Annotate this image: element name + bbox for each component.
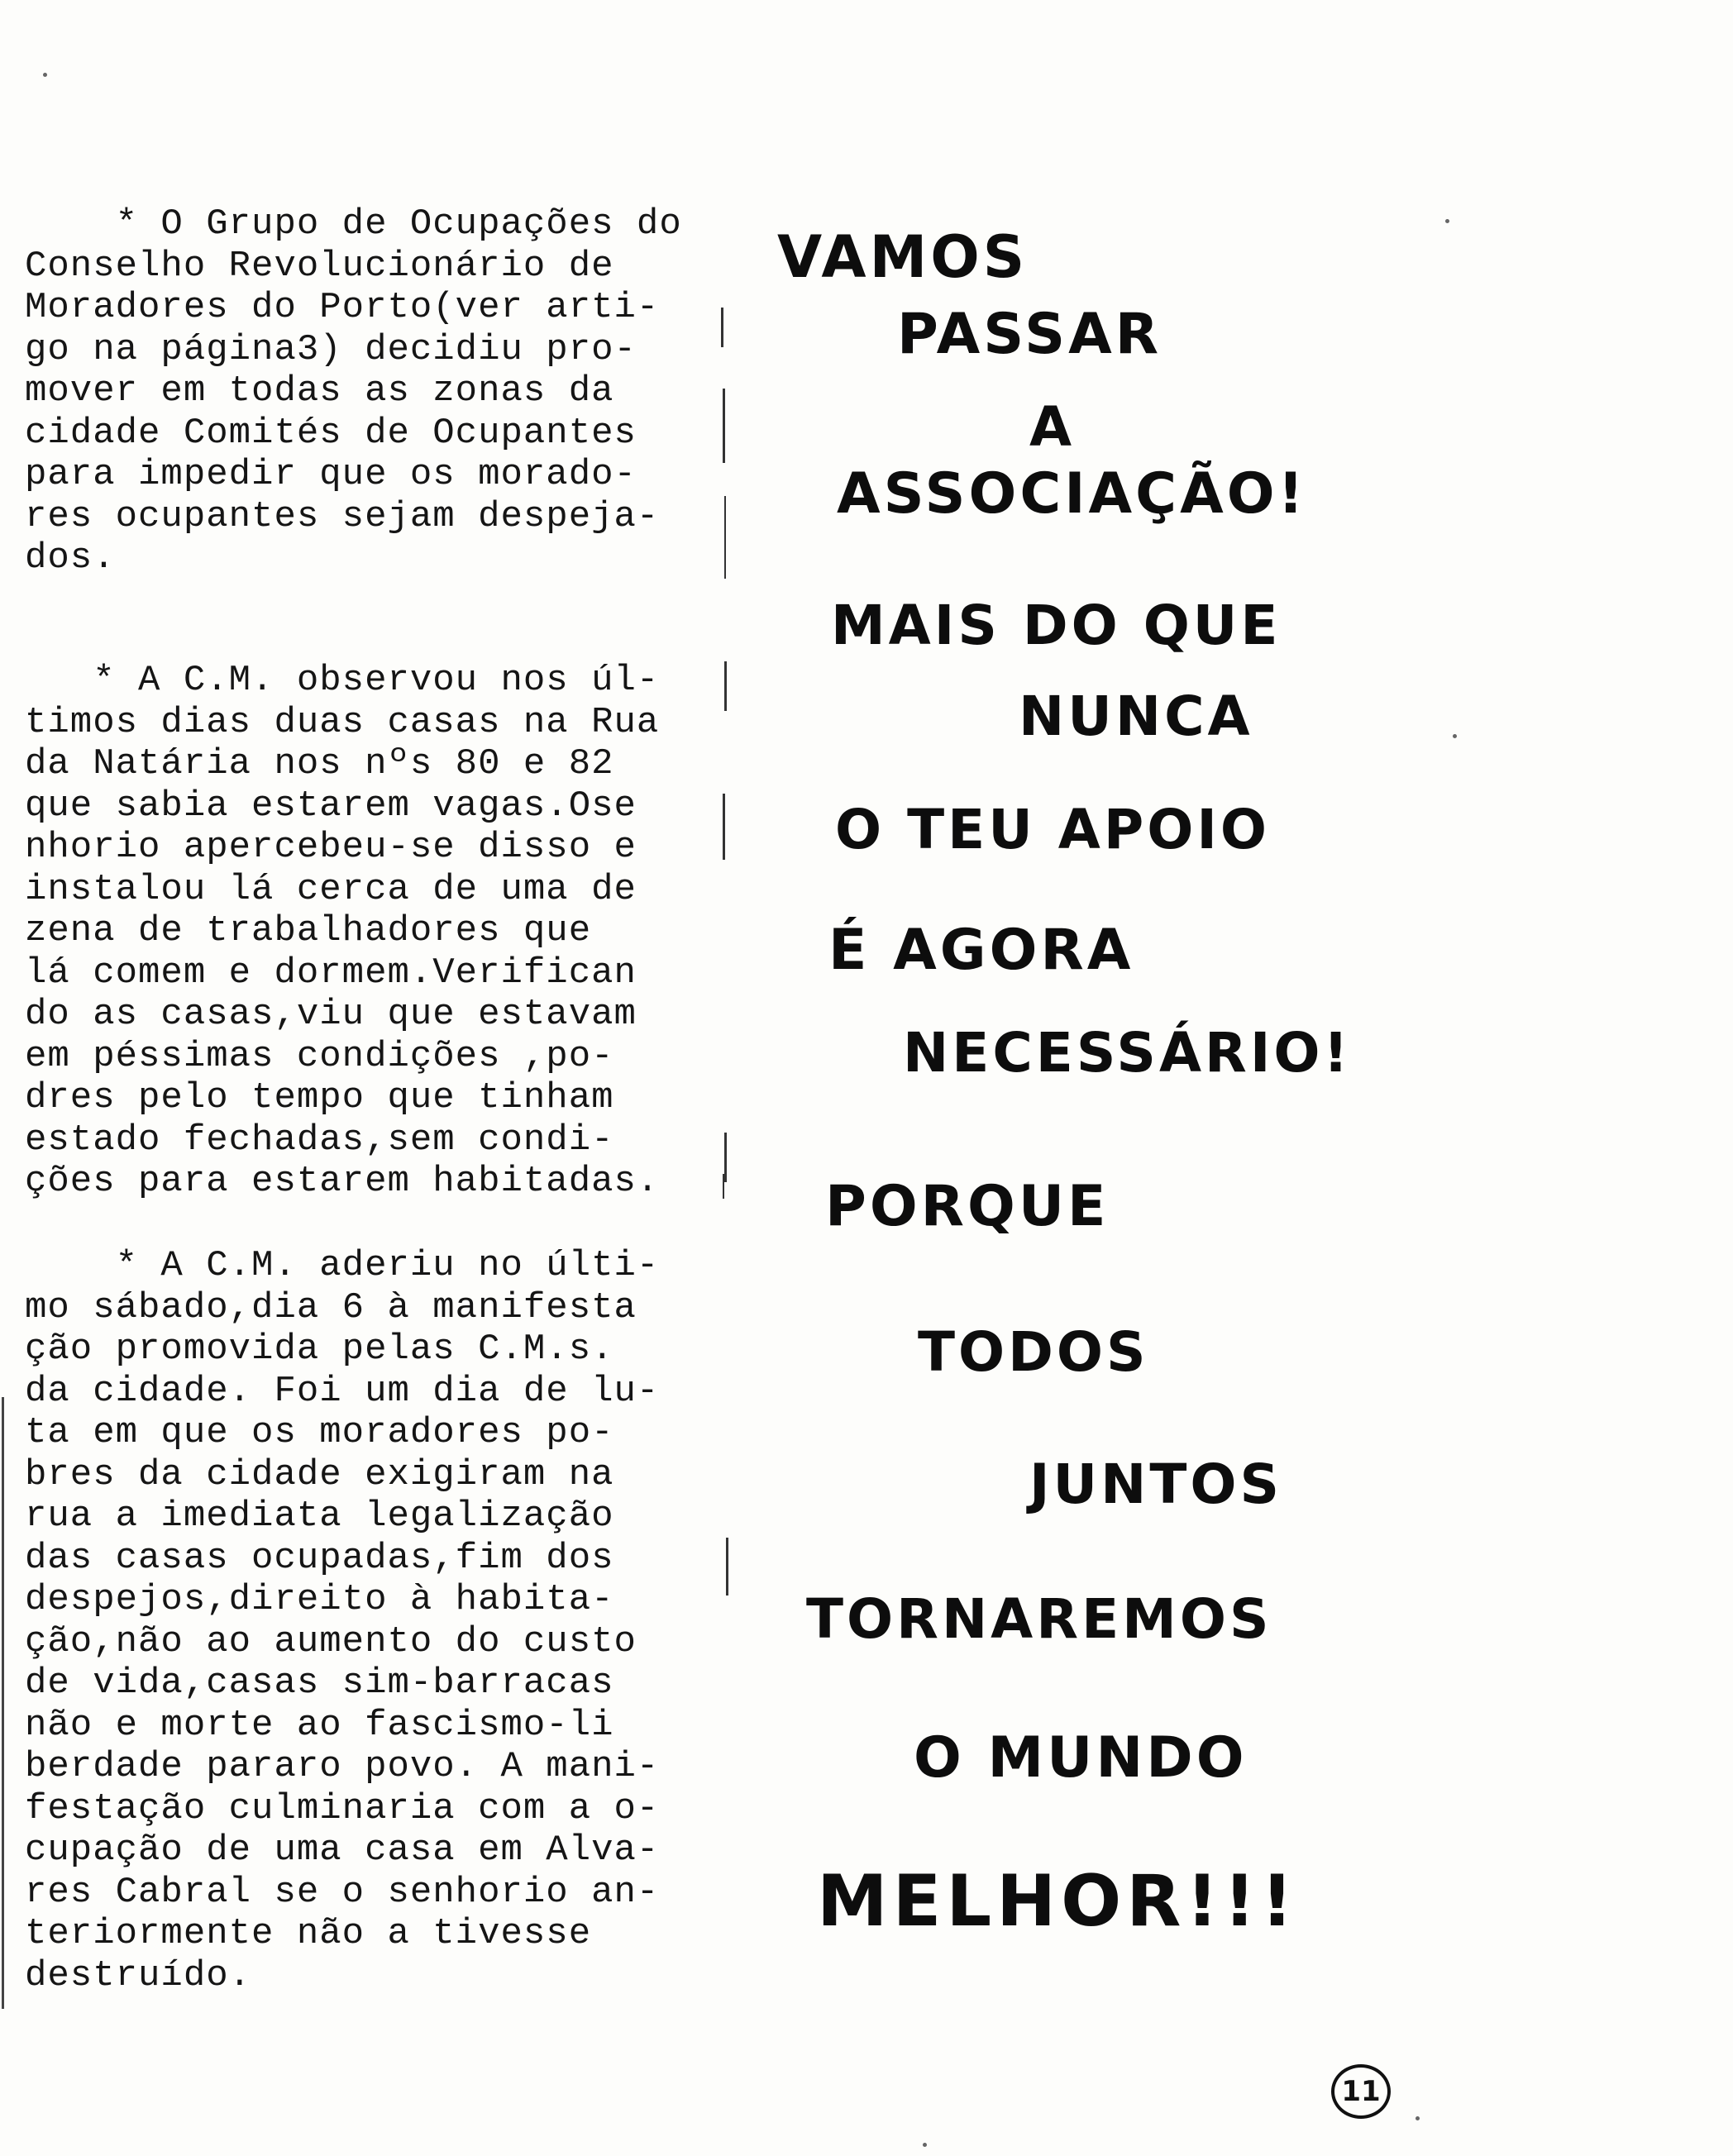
paste-edge-mark (723, 794, 725, 860)
text-line: não e morte ao fascismo-li (25, 1704, 614, 1746)
text-line: da cidade. Foi um dia de lu- (25, 1370, 660, 1412)
hand-line: NECESSÁRIO! (903, 1021, 1352, 1085)
hand-line: A (1029, 395, 1076, 459)
text-line: cupação de uma casa em Alva- (25, 1829, 660, 1871)
paste-edge-mark (721, 308, 723, 347)
hand-line: PORQUE (825, 1174, 1110, 1239)
hand-line: PASSAR (897, 302, 1162, 367)
text-line: ções para estarem habitadas. (25, 1161, 660, 1202)
text-line: * A C.M. observou nos úl- (25, 660, 660, 701)
text-line: zena de trabalhadores que (25, 910, 592, 952)
hand-line: TORNAREMOS (806, 1587, 1272, 1651)
text-line: em péssimas condições ,po- (25, 1035, 614, 1077)
paste-edge-mark (723, 1174, 724, 1199)
text-line: * O Grupo de Ocupações do (25, 203, 682, 245)
text-line: ção,não ao aumento do custo (25, 1620, 637, 1662)
text-line: berdade pararo povo. A mani- (25, 1746, 660, 1787)
hand-line: ASSOCIAÇÃO! (837, 461, 1307, 527)
paste-edge-mark (723, 389, 725, 463)
text-line: lá comem e dormem.Verifican (25, 952, 637, 994)
paragraph-rua-nataria (25, 660, 736, 1203)
scan-speck (1453, 734, 1457, 738)
scan-speck (43, 73, 47, 77)
text-line: res Cabral se o senhorio an- (25, 1871, 660, 1913)
text-line: estado fechadas,sem condi- (25, 1119, 614, 1161)
hand-line: O TEU APOIO (835, 798, 1270, 861)
text-line: go na página3) decidiu pro- (25, 328, 637, 370)
text-line: * A C.M. aderiu no últi- (25, 1245, 660, 1286)
page-number: 11 (1331, 2064, 1391, 2119)
paste-edge-mark (724, 496, 726, 579)
text-line: dos. (25, 537, 116, 579)
scan-speck (923, 2143, 927, 2147)
hand-line: MAIS DO QUE (831, 594, 1282, 657)
text-line: festação culminaria com a o- (25, 1787, 660, 1829)
text-line: Moradores do Porto(ver arti- (25, 287, 660, 328)
text-line: da Natária nos nºs 80 e 82 (25, 743, 614, 785)
paragraph-manifestacao (25, 1245, 736, 1996)
text-line: ta em que os moradores po- (25, 1412, 614, 1453)
text-line: das casas ocupadas,fim dos (25, 1537, 614, 1579)
text-line: mover em todas as zonas da (25, 370, 614, 412)
paste-edge-mark (724, 661, 727, 711)
text-line: que sabia estarem vagas.Ose (25, 785, 637, 827)
text-line: destruído. (25, 1954, 252, 1996)
text-line: despejos,direito à habita- (25, 1579, 614, 1620)
text-line: de vida,casas sim-barracas (25, 1662, 614, 1704)
hand-line: JUNTOS (1029, 1452, 1283, 1516)
text-line: ção promovida pelas C.M.s. (25, 1328, 614, 1370)
paste-edge-rule (2, 1397, 4, 2009)
text-line: res ocupantes sejam despeja- (25, 495, 660, 537)
hand-line: TODOS (918, 1320, 1149, 1384)
paragraph-ocupacoes (25, 203, 736, 580)
text-line: para impedir que os morado- (25, 454, 637, 495)
text-line: do as casas,viu que estavam (25, 994, 637, 1035)
text-line: teriormente não a tivesse (25, 1913, 592, 1954)
paste-edge-mark (724, 1133, 727, 1182)
text-line: instalou lá cerca de uma de (25, 868, 637, 910)
text-line: nhorio apercebeu-se disso e (25, 827, 637, 868)
text-line: timos dias duas casas na Rua (25, 701, 660, 743)
text-line: dres pelo tempo que tinham (25, 1077, 614, 1119)
text-line: mo sábado,dia 6 à manifesta (25, 1286, 637, 1328)
text-line: rua a imediata legalização (25, 1495, 614, 1537)
text-line: cidade Comités de Ocupantes (25, 412, 637, 454)
hand-line: VAMOS (777, 223, 1029, 291)
hand-line: O MUNDO (914, 1725, 1248, 1791)
hand-line: É AGORA (828, 918, 1134, 983)
scan-speck (1445, 219, 1449, 223)
paste-edge-mark (726, 1538, 728, 1596)
hand-line: MELHOR!!! (817, 1860, 1299, 1943)
text-line: bres da cidade exigiram na (25, 1453, 614, 1495)
text-line: Conselho Revolucionário de (25, 245, 614, 287)
scan-speck (1416, 2116, 1420, 2120)
hand-line: NUNCA (1019, 684, 1253, 748)
